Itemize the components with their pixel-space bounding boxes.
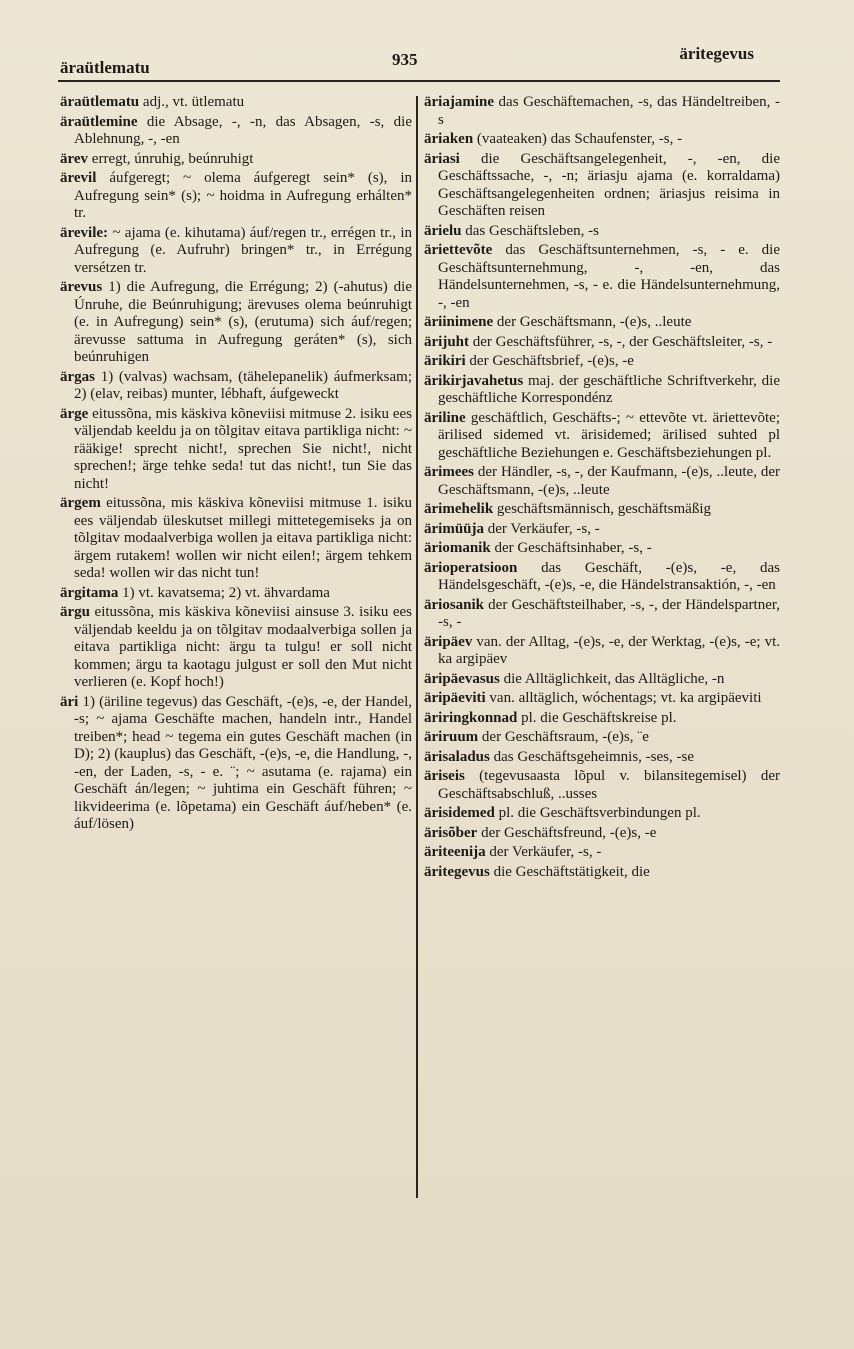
dictionary-entry [424, 334, 780, 352]
dictionary-entry [424, 864, 780, 882]
entry-headword: ärev [60, 150, 89, 167]
dictionary-entry [424, 710, 780, 728]
dictionary-entry [60, 94, 412, 112]
dictionary-entry [60, 170, 412, 223]
entry-definition: das Geschäft, -(e)s, -e, das Händelsgeschäft, -(e)s, -e, die Händelstransaktión, -, -en [438, 559, 780, 593]
entry-headword: äraütlematu [60, 94, 140, 110]
entry-headword: ärimüüja [424, 520, 484, 537]
dictionary-entry [60, 279, 412, 367]
entry-definition: eitussõna, mis käskiva kõneviisi mitmuse 1. isiku ees väljendab üleskutset millegi mittetegemiseks ja on tõlgitav modaalverbiga wollen ja eitava partikliga nicht: ärgem rutakem! wollen wir nicht eilen!; ärgem tehkem seda! wollen wir das nicht tun! [74, 495, 412, 581]
entry-headword: äriline [424, 409, 466, 426]
entry-headword: äripäevasus [424, 670, 500, 687]
entry-definition: van. der Alltag, -(e)s, -e, der Werktag, -(e)s, -e; vt. ka argipäev [438, 633, 780, 667]
entry-headword: ärioperatsioon [424, 559, 518, 576]
dictionary-entry [424, 353, 780, 371]
entry-definition: der Händler, -s, -, der Kaufmann, -(e)s, ..leute, der Geschäftsmann, -(e)s, ..leute [438, 464, 780, 498]
entry-definition: pl. die Geschäftsverbindungen pl. [498, 805, 701, 821]
entry-headword: äripäev [424, 633, 473, 650]
entry-definition: die Geschäftsangelegenheit, -, -en, die Geschäftssache, -, -n; äriasju ajama (e. korraldama) Geschäftsangelegenheiten ordnen; äriasjus reisima in Geschäften reisen [438, 150, 780, 219]
dictionary-entry [60, 225, 412, 278]
entry-headword: äri [60, 693, 79, 710]
entry-headword: ärikiri [424, 353, 466, 369]
entry-definition: das Geschäftemachen, -s, das Händeltreiben, -s [438, 94, 780, 128]
entry-headword: äriasi [424, 150, 460, 167]
dictionary-entry [424, 314, 780, 332]
left-guide-word: äraütlematu [60, 58, 150, 77]
entry-headword: äriringkonnad [424, 709, 518, 726]
entry-headword: ärisõber [424, 824, 478, 841]
dictionary-entry [424, 373, 780, 408]
dictionary-entry [424, 223, 780, 241]
entry-definition: áufgeregt; ~ olema áufgeregt sein* (s), in Aufregung sein* (s); ~ hoidma in Aufregung erhálten* tr. [74, 170, 412, 221]
dictionary-entry [60, 694, 412, 834]
dictionary-entry [424, 671, 780, 689]
right-column [424, 94, 780, 1204]
entry-definition: geschäftlich, Geschäfts-; ~ ettevõte vt. äriettevõte; ärilised sidemed vt. ärisidemed; ärilised suhted pl geschäftliche Beziehungen e. Geschäftsbeziehungen pl. [438, 409, 780, 461]
entry-definition: das Geschäftsleben, -s [465, 222, 599, 239]
entry-definition: der Geschäftsraum, -(e)s, ¨e [481, 729, 649, 745]
dictionary-entry [424, 805, 780, 823]
dictionary-entry [60, 406, 412, 494]
dictionary-entry [60, 495, 412, 583]
entry-headword: ärimehelik [424, 501, 494, 517]
entry-headword: äriseis [424, 768, 465, 784]
dictionary-entry [424, 540, 780, 558]
dictionary-entry [424, 768, 780, 803]
entry-definition: die Geschäftstätigkeit, die [493, 863, 650, 880]
entry-definition: 1) (valvas) wachsam, (tähelepanelik) áufmerksam; 2) (elav, reibas) munter, lébhaft, áufgeweckt [74, 368, 412, 402]
entry-definition: der Verkäufer, -s, - [487, 520, 600, 537]
entry-definition: 1) (äriline tegevus) das Geschäft, -(e)s, -e, der Handel, -s; ~ ajama Geschäfte machen, handeln intr., Handel treiben*; head ~ tegema ein gutes Geschäft machen (in D); 2) (kauplus) das Geschäft, -(e)s, -e, die Handlung, -, -en, der Laden, -s, - e. ¨; ~ asutama (e. rajama) ein Geschäft án/legen; ~ juhtima ein Geschäft führen; ~ likvideerima (e. lõpetama) ein Geschäft áuf/heben* (e. áuf/lösen) [74, 693, 412, 832]
dictionary-entry [60, 151, 412, 169]
entry-definition: maj. der geschäftliche Schriftverkehr, die geschäftliche Korrespondénz [438, 372, 780, 406]
entry-headword: ärielu [424, 222, 462, 239]
entry-headword: äriomanik [424, 540, 491, 556]
entry-definition: die Absage, -, -n, das Absagen, -s, die Ablehnung, -, -en [74, 113, 412, 147]
entry-definition: eitussõna, mis käskiva kõneviisi ainsuse 3. isiku ees väljendab keeldu ja on tõlgitav modaalverbiga sollen ja eitava partikliga nicht: ärgu ta tulgu! er soll nicht kommen; ärgu ta kaotagu julgust er soll den Mut nicht verlieren (e. Kopf hoch!) [74, 604, 412, 690]
entry-definition: adj., vt. ütlematu [142, 94, 245, 110]
entry-headword: ärgu [60, 604, 90, 620]
left-column [60, 94, 412, 1204]
entry-definition: der Geschäftsinhaber, -s, - [494, 540, 652, 556]
entry-headword: äriteenija [424, 844, 486, 860]
dictionary-entry [60, 604, 412, 692]
dictionary-entry [424, 844, 780, 862]
entry-headword: äritegevus [424, 863, 490, 880]
entry-headword: äriosanik [424, 596, 485, 613]
entry-headword: ärge [60, 405, 89, 422]
entry-definition: pl. die Geschäftskreise pl. [521, 709, 677, 726]
entry-headword: äraütlemine [60, 113, 138, 130]
entry-definition: ~ ajama (e. kihutama) áuf/regen tr., errégen tr., in Aufregung (e. Aufruhr) bringen* tr., in Errégung versétzen tr. [74, 224, 412, 276]
dictionary-entry [424, 634, 780, 669]
entry-definition: das Geschäftsunternehmen, -s, - e. die Geschäftsunternehmung, -, -en, das Händelsunternehmen, -s, - e. die Händelsunternehmung, -, -en [438, 242, 780, 311]
entry-headword: ärgem [60, 495, 101, 511]
entry-definition: geschäftsmännisch, geschäftsmäßig [496, 501, 712, 517]
dictionary-entry [424, 464, 780, 499]
entry-headword: äriaken [424, 131, 474, 147]
dictionary-entry [60, 369, 412, 404]
entry-headword: ärisaladus [424, 748, 490, 765]
entry-headword: äripäeviti [424, 690, 486, 706]
dictionary-entry [60, 585, 412, 603]
entry-headword: ärgas [60, 368, 95, 385]
entry-headword: äriruum [424, 729, 479, 745]
entry-headword: äriettevõte [424, 242, 493, 258]
entry-headword: ärevus [60, 279, 103, 295]
entry-headword: ärisidemed [424, 805, 495, 821]
entry-headword: äriajamine [424, 94, 494, 110]
entry-headword: ärikirjavahetus [424, 372, 524, 389]
dictionary-entry [424, 501, 780, 519]
entry-headword: äriinimene [424, 314, 494, 330]
dictionary-entry [424, 749, 780, 767]
right-guide-word: äritegevus [679, 44, 754, 63]
column-divider [416, 96, 418, 1198]
entry-definition: der Verkäufer, -s, - [489, 844, 602, 860]
entry-headword: ärevile: [60, 224, 109, 241]
dictionary-entry [424, 94, 780, 129]
entry-definition: der Geschäftsteilhaber, -s, -, der Händelspartner, -s, - [438, 596, 780, 630]
dictionary-entry [424, 242, 780, 312]
entry-definition: der Geschäftsbrief, -(e)s, -e [469, 353, 634, 369]
dictionary-entry [424, 410, 780, 463]
entry-definition: erregt, únruhig, beúnruhigt [91, 150, 254, 167]
entry-headword: ärgitama [60, 584, 119, 601]
entry-definition: 1) die Aufregung, die Errégung; 2) (-ahutus) die Únruhe, die Beúnruhigung; ärevuses olema beúnruhigt (e. in Aufregung) sein* (s), (erutuma) sich áuf/regen; ärevusse sattuma in Aufregung geráten* (s), sich beúnruhigen [74, 279, 412, 365]
entry-headword: ärijuht [424, 333, 469, 350]
entry-definition: der Geschäftsfreund, -(e)s, -e [481, 824, 657, 841]
dictionary-entry [424, 131, 780, 149]
entry-definition: eitussõna, mis käskiva kõneviisi mitmuse 2. isiku ees väljendab keeldu ja on tõlgitav eitava partikliga nicht: ~ rääkige! sprecht nicht!, sprechen Sie nicht!, nicht sprechen!; ärge tehke seda! tut das nicht!, tun Sie das nicht! [74, 405, 412, 492]
entry-definition: (tegevusaasta lõpul v. bilansitegemisel) der Geschäftsabschluß, ..usses [438, 768, 780, 802]
entry-headword: ärimees [424, 464, 474, 480]
dictionary-entry [424, 151, 780, 221]
entry-definition: (vaateaken) das Schaufenster, -s, - [476, 131, 683, 147]
entry-definition: das Geschäftsgeheimnis, -ses, -se [493, 748, 694, 765]
entry-definition: der Geschäftsführer, -s, -, der Geschäftsleiter, -s, - [472, 333, 773, 350]
entry-headword: ärevil [60, 170, 97, 186]
dictionary-entry [424, 521, 780, 539]
dictionary-entry [424, 825, 780, 843]
entry-definition: van. alltäglich, wóchentags; vt. ka argipäeviti [489, 690, 762, 706]
dictionary-entry [424, 597, 780, 632]
dictionary-entry [60, 114, 412, 149]
page-number: 935 [392, 50, 418, 69]
header-rule [58, 80, 780, 82]
entry-definition: die Alltäglichkeit, das Alltägliche, -n [503, 670, 725, 687]
dictionary-entry [424, 560, 780, 595]
dictionary-entry [424, 729, 780, 747]
entry-definition: 1) vt. kavatsema; 2) vt. ähvardama [122, 584, 330, 601]
entry-definition: der Geschäftsmann, -(e)s, ..leute [496, 314, 692, 330]
dictionary-entry [424, 690, 780, 708]
